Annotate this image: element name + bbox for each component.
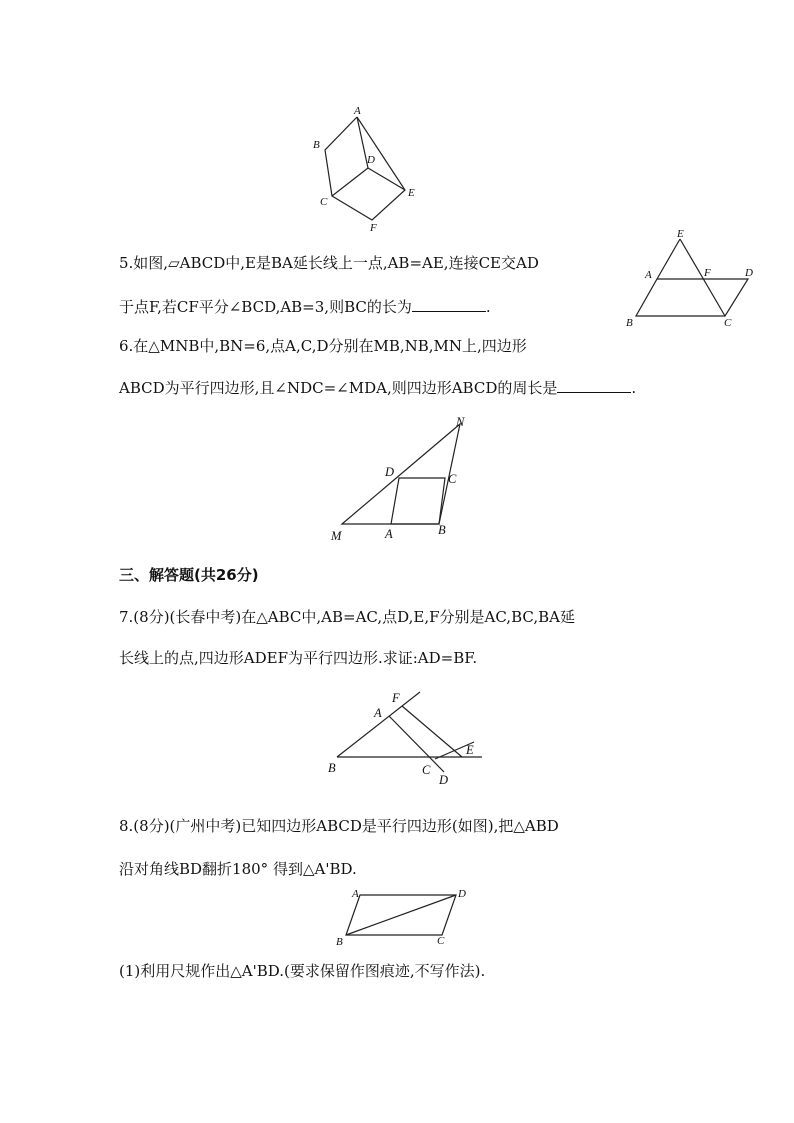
fig5-label-e: E <box>677 228 684 240</box>
fig8-label-b: B <box>336 936 343 948</box>
fig1-edges <box>325 117 405 220</box>
fig5-label-a: A <box>645 269 652 281</box>
fig7-label-c: C <box>422 763 431 777</box>
fig7-label-d: D <box>439 773 449 787</box>
fig8-label-d: D <box>458 888 466 900</box>
section-heading: 三、解答题(共26分) <box>119 566 259 584</box>
fig1-label-a: A <box>354 105 361 117</box>
fig5-label-c: C <box>724 317 732 329</box>
fig1-label-d: D <box>367 154 375 166</box>
problem5-line2: 于点F,若CF平分∠BCD,AB=3,则BC的长为 . <box>119 298 491 316</box>
fig1-label-f: F <box>370 222 377 234</box>
fig5-label-f: F <box>704 267 711 279</box>
fig8-label-a: A <box>352 888 359 900</box>
fig7-label-e: E <box>466 743 474 757</box>
problem7-line2: 长线上的点,四边形ADEF为平行四边形.求证:AD=BF. <box>119 649 478 667</box>
figure-problem6-triangle <box>325 412 475 547</box>
problem5-line1: 5.如图,▱ABCD中,E是BA延长线上一点,AB=AE,连接CE交AD <box>119 254 539 272</box>
fig6-label-b: B <box>438 523 446 537</box>
fig5-label-b: B <box>626 317 633 329</box>
problem8-line1: 8.(8分)(广州中考)已知四边形ABCD是平行四边形(如图),把△ABD <box>119 817 559 835</box>
answer-blank-6[interactable] <box>557 378 631 393</box>
figure-problem7-triangle <box>322 686 492 788</box>
problem8-line2: 沿对角线BD翻折180° 得到△A'BD. <box>119 860 357 878</box>
fig1-label-e: E <box>408 187 415 199</box>
problem7-line1: 7.(8分)(长春中考)在△ABC中,AB=AC,点D,E,F分别是AC,BC,BA延 <box>119 608 575 626</box>
fig1-label-b: B <box>313 139 320 151</box>
problem8-sub1: (1)利用尺规作出△A'BD.(要求保留作图痕迹,不写作法). <box>119 962 486 980</box>
fig8-label-c: C <box>437 935 445 947</box>
problem6-line1: 6.在△MNB中,BN=6,点A,C,D分别在MB,NB,MN上,四边形 <box>119 337 527 355</box>
fig6-label-a: A <box>385 527 393 541</box>
answer-blank-5[interactable] <box>412 297 486 312</box>
fig7-label-a: A <box>374 706 382 720</box>
fig6-label-m: M <box>331 529 342 543</box>
fig5-label-d: D <box>745 267 753 279</box>
figure-problem8-parallelogram <box>330 885 480 950</box>
fig7-label-f: F <box>392 691 400 705</box>
fig6-label-n: N <box>456 415 465 429</box>
figure-top-quadrilaterals <box>300 100 430 240</box>
fig6-label-c: C <box>448 472 457 486</box>
fig7-label-b: B <box>328 761 336 775</box>
fig1-label-c: C <box>320 196 328 208</box>
fig6-label-d: D <box>385 465 395 479</box>
problem6-line2: ABCD为平行四边形,且∠NDC=∠MDA,则四边形ABCD的周长是 . <box>119 379 637 397</box>
figure-problem5-parallelogram <box>620 222 765 332</box>
